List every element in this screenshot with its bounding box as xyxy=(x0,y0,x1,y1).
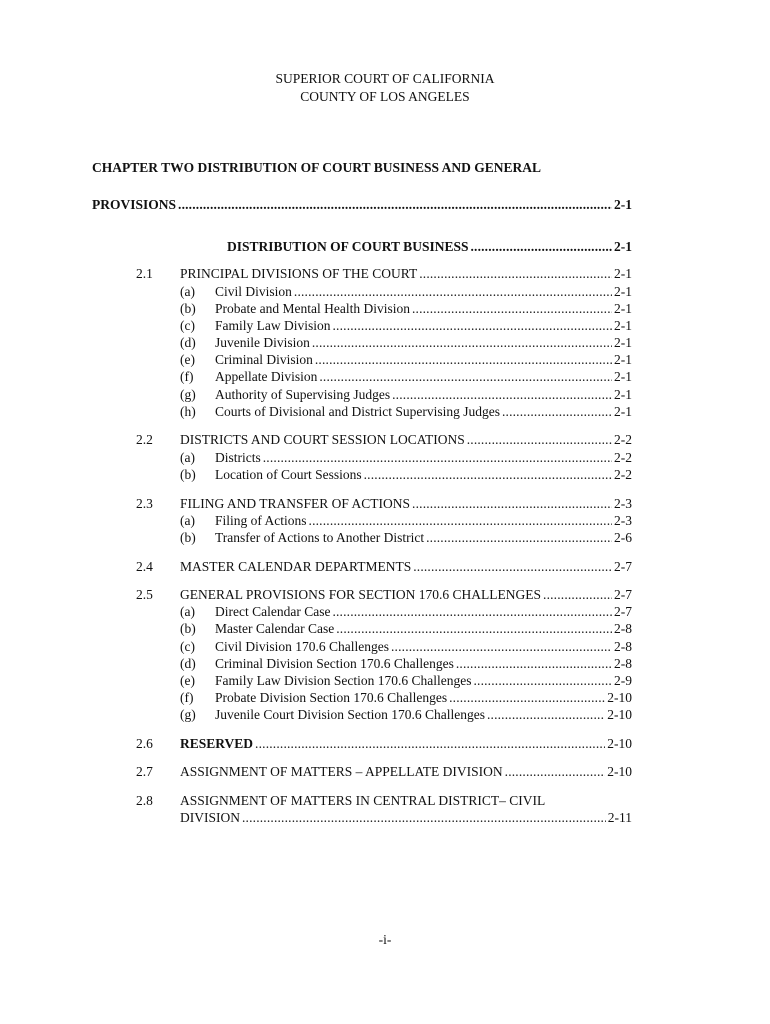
subsection-title: Master Calendar Case xyxy=(215,621,335,636)
subsection-page: 2-1 xyxy=(614,387,632,402)
subsection-page: 2-2 xyxy=(614,467,632,482)
toc-section-entry[interactable] xyxy=(180,558,632,575)
section-title: GENERAL PROVISIONS FOR SECTION 170.6 CHALLENGES xyxy=(180,587,542,602)
toc-subsection-entry[interactable] xyxy=(215,334,632,351)
dot-leader xyxy=(456,655,612,672)
dot-leader xyxy=(470,238,612,255)
toc-subsection-entry[interactable] xyxy=(215,386,632,403)
toc-subsection-entry[interactable] xyxy=(215,368,632,385)
toc-subsection-entry[interactable] xyxy=(215,512,632,529)
toc-subsection-entry[interactable] xyxy=(215,317,632,334)
subsection-title: Probate Division Section 170.6 Challenges xyxy=(215,690,448,705)
subsection-page: 2-1 xyxy=(614,318,632,333)
section-page: 2-7 xyxy=(614,559,632,574)
chapter-title-line1: CHAPTER TWO DISTRIBUTION OF COURT BUSINESS AND GENERAL xyxy=(92,160,542,175)
dot-leader xyxy=(412,495,612,512)
dot-leader xyxy=(255,735,605,752)
subsection-letter: (c) xyxy=(180,639,195,654)
subsection-title: Authority of Supervising Judges xyxy=(215,387,391,402)
dot-leader xyxy=(412,300,612,317)
section-title: RESERVED xyxy=(180,736,254,751)
dot-leader xyxy=(178,196,612,213)
subsection-page: 2-1 xyxy=(614,404,632,419)
subsection-title: Location of Court Sessions xyxy=(215,467,362,482)
subsection-page: 2-1 xyxy=(614,335,632,350)
chapter-title-line2: PROVISIONS xyxy=(92,197,177,212)
subsection-letter: (b) xyxy=(180,530,196,545)
toc-subsection-entry[interactable] xyxy=(215,529,632,546)
subsection-letter: (b) xyxy=(180,621,196,636)
section-number: 2.5 xyxy=(136,587,153,602)
section-number: 2.8 xyxy=(136,793,153,808)
subsection-title: Family Law Division Section 170.6 Challenges xyxy=(215,673,472,688)
court-name: SUPERIOR COURT OF CALIFORNIA xyxy=(275,71,495,86)
toc-subsection-entry[interactable] xyxy=(215,351,632,368)
subsection-page: 2-8 xyxy=(614,639,632,654)
toc-subsection-entry[interactable] xyxy=(215,603,632,620)
part-title-entry[interactable] xyxy=(227,238,632,255)
subsection-title: Juvenile Division xyxy=(215,335,310,350)
subsection-title: Family Law Division xyxy=(215,318,331,333)
subsection-letter: (a) xyxy=(180,604,195,619)
section-number: 2.7 xyxy=(136,764,153,779)
dot-leader xyxy=(502,403,612,420)
chapter-page: 2-1 xyxy=(614,197,632,212)
subsection-letter: (c) xyxy=(180,318,195,333)
subsection-title: Civil Division xyxy=(215,284,292,299)
subsection-letter: (f) xyxy=(180,369,194,384)
court-header xyxy=(0,70,770,106)
dot-leader xyxy=(319,368,612,385)
dot-leader xyxy=(242,809,606,826)
dot-leader xyxy=(391,638,612,655)
subsection-page: 2-3 xyxy=(614,513,632,528)
subsection-page: 2-1 xyxy=(614,301,632,316)
section-page: 2-10 xyxy=(607,736,632,751)
toc-subsection-entry[interactable] xyxy=(215,689,632,706)
subsection-title: Districts xyxy=(215,450,261,465)
toc-subsection-entry[interactable] xyxy=(215,672,632,689)
dot-leader xyxy=(487,706,605,723)
county-name: COUNTY OF LOS ANGELES xyxy=(300,89,470,104)
dot-leader xyxy=(467,431,612,448)
toc-subsection-entry[interactable] xyxy=(215,655,632,672)
dot-leader xyxy=(315,351,612,368)
subsection-page: 2-1 xyxy=(614,369,632,384)
subsection-title: Criminal Division Section 170.6 Challenges xyxy=(215,656,454,671)
dot-leader xyxy=(333,317,613,334)
subsection-page: 2-1 xyxy=(614,352,632,367)
toc-subsection-entry[interactable] xyxy=(215,300,632,317)
dot-leader xyxy=(364,466,612,483)
dot-leader xyxy=(294,283,612,300)
toc-subsection-entry[interactable] xyxy=(215,638,632,655)
toc-subsection-entry[interactable] xyxy=(215,620,632,637)
subsection-letter: (d) xyxy=(180,335,196,350)
subsection-title: Direct Calendar Case xyxy=(215,604,331,619)
toc-subsection-entry[interactable] xyxy=(215,403,632,420)
subsection-title: Juvenile Court Division Section 170.6 Challenges xyxy=(215,707,485,722)
section-page: 2-3 xyxy=(614,496,632,511)
toc-subsection-entry[interactable] xyxy=(215,283,632,300)
subsection-page: 2-6 xyxy=(614,530,632,545)
subsection-title: Probate and Mental Health Division xyxy=(215,301,410,316)
subsection-letter: (a) xyxy=(180,513,195,528)
subsection-letter: (g) xyxy=(180,707,196,722)
dot-leader xyxy=(449,689,605,706)
subsection-letter: (b) xyxy=(180,467,196,482)
toc-section-entry[interactable] xyxy=(180,763,632,780)
subsection-page: 2-2 xyxy=(614,450,632,465)
dot-leader xyxy=(312,334,612,351)
section-title: ASSIGNMENT OF MATTERS – APPELLATE DIVISION xyxy=(180,764,503,779)
section-title: DISTRICTS AND COURT SESSION LOCATIONS xyxy=(180,432,465,447)
part-title: DISTRIBUTION OF COURT BUSINESS xyxy=(227,239,469,254)
toc-subsection-entry[interactable] xyxy=(215,706,632,723)
dot-leader xyxy=(392,386,612,403)
section-number: 2.2 xyxy=(136,432,153,447)
section-title: DIVISION xyxy=(180,810,240,825)
subsection-page: 2-9 xyxy=(614,673,632,688)
subsection-title: Civil Division 170.6 Challenges xyxy=(215,639,389,654)
dot-leader xyxy=(413,558,612,575)
subsection-letter: (h) xyxy=(180,404,196,419)
subsection-letter: (e) xyxy=(180,352,195,367)
section-number: 2.3 xyxy=(136,496,153,511)
subsection-page: 2-1 xyxy=(614,284,632,299)
dot-leader xyxy=(309,512,612,529)
subsection-letter: (b) xyxy=(180,301,196,316)
subsection-page: 2-7 xyxy=(614,604,632,619)
subsection-title: Appellate Division xyxy=(215,369,318,384)
dot-leader xyxy=(263,449,612,466)
toc-section-entry[interactable] xyxy=(180,265,632,282)
dot-leader xyxy=(419,265,612,282)
section-number: 2.1 xyxy=(136,266,153,281)
subsection-page: 2-10 xyxy=(607,707,632,722)
subsection-title: Filing of Actions xyxy=(215,513,307,528)
section-page: 2-10 xyxy=(607,764,632,779)
dot-leader xyxy=(332,603,612,620)
dot-leader xyxy=(473,672,612,689)
subsection-letter: (e) xyxy=(180,673,195,688)
section-page: 2-2 xyxy=(614,432,632,447)
section-number: 2.4 xyxy=(136,559,153,574)
section-title: MASTER CALENDAR DEPARTMENTS xyxy=(180,559,412,574)
section-title: PRINCIPAL DIVISIONS OF THE COURT xyxy=(180,266,418,281)
subsection-title: Transfer of Actions to Another District xyxy=(215,530,425,545)
chapter-title-entry[interactable] xyxy=(92,196,632,213)
dot-leader xyxy=(426,529,612,546)
toc-section-entry[interactable] xyxy=(180,809,632,826)
dot-leader xyxy=(543,586,612,603)
subsection-title: Courts of Divisional and District Supervising Judges xyxy=(215,404,500,419)
subsection-letter: (g) xyxy=(180,387,196,402)
section-number: 2.6 xyxy=(136,736,153,751)
toc-section-entry[interactable] xyxy=(180,735,632,752)
part-page: 2-1 xyxy=(614,239,632,254)
section-title-line1: ASSIGNMENT OF MATTERS IN CENTRAL DISTRICT– CIVIL xyxy=(180,793,546,808)
section-title: FILING AND TRANSFER OF ACTIONS xyxy=(180,496,411,511)
subsection-letter: (a) xyxy=(180,284,195,299)
section-page: 2-11 xyxy=(607,810,632,825)
toc-section-entry[interactable] xyxy=(180,586,632,603)
dot-leader xyxy=(505,763,606,780)
subsection-title: Criminal Division xyxy=(215,352,313,367)
section-page: 2-1 xyxy=(614,266,632,281)
page-number: -i- xyxy=(378,932,392,947)
subsection-page: 2-8 xyxy=(614,656,632,671)
subsection-page: 2-10 xyxy=(607,690,632,705)
subsection-letter: (a) xyxy=(180,450,195,465)
toc-section-entry[interactable] xyxy=(180,495,632,512)
subsection-letter: (d) xyxy=(180,656,196,671)
toc-section-entry[interactable] xyxy=(180,431,632,448)
toc-subsection-entry[interactable] xyxy=(215,466,632,483)
toc-subsection-entry[interactable] xyxy=(215,449,632,466)
subsection-page: 2-8 xyxy=(614,621,632,636)
section-page: 2-7 xyxy=(614,587,632,602)
dot-leader xyxy=(336,620,612,637)
subsection-letter: (f) xyxy=(180,690,194,705)
